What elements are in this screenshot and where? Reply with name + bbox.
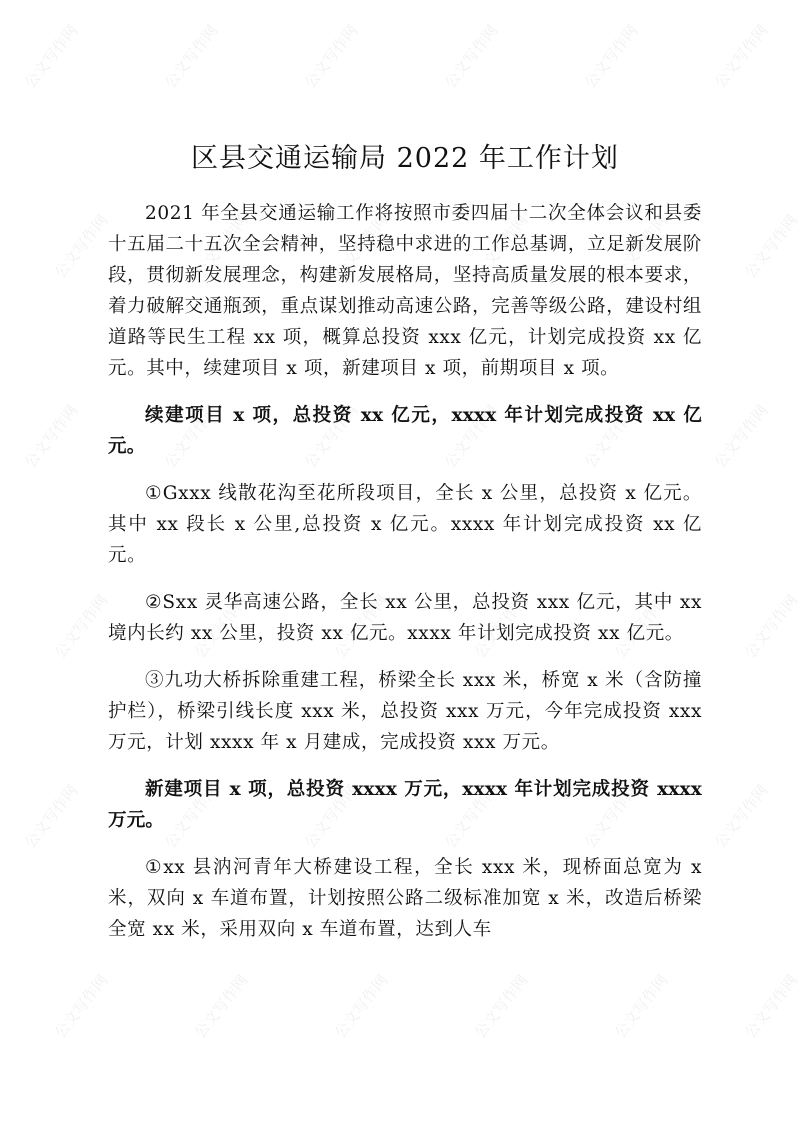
- page-title: 区县交通运输局 2022 年工作计划: [191, 143, 619, 174]
- watermark-text: 公文写作网: [20, 401, 82, 472]
- section1-item-2: ②Sxx 灵华高速公路，全长 xx 公里，总投资 xxx 亿元，其中 xx 境内长约 xx 公里，投资 xx 亿元。xxxx 年计划完成投资 xx 亿元。: [108, 592, 702, 644]
- section1-heading: 续建项目 x 项，总投资 xx 亿元，xxxx 年计划完成投资 xx 亿元。: [108, 405, 702, 457]
- section1-item-3: ③九功大桥拆除重建工程，桥梁全长 xxx 米，桥宽 x 米（含防撞护栏），桥梁引线长度 xxx 米，总投资 xxx 万元，今年完成投资 xxx 万元，计划 xxxx 年 x 月建成，完成投资 xxx 万元。: [108, 670, 702, 753]
- watermark-text: 公文写作网: [610, 971, 672, 1042]
- watermark-text: 公文写作网: [50, 591, 112, 662]
- watermark-text: 公文写作网: [610, 591, 672, 662]
- watermark-text: 公文写作网: [710, 21, 772, 92]
- watermark-text: 公文写作网: [50, 971, 112, 1042]
- watermark-text: 公文写作网: [190, 971, 252, 1042]
- watermark-text: 公文写作网: [50, 211, 112, 282]
- watermark-text: 公文写作网: [160, 781, 222, 852]
- watermark-text: 公文写作网: [580, 781, 642, 852]
- watermark-text: 公文写作网: [440, 21, 502, 92]
- watermark-text: 公文写作网: [740, 211, 802, 282]
- watermark-text: 公文写作网: [190, 591, 252, 662]
- watermark-text: 公文写作网: [740, 591, 802, 662]
- section1-item-1: ①Gxxx 线散花沟至花所段项目，全长 x 公里，总投资 x 亿元。其中 xx 段长 x 公里,总投资 x 亿元。xxxx 年计划完成投资 xx 亿元。: [108, 483, 702, 566]
- watermark-text: 公文写作网: [580, 21, 642, 92]
- watermark-text: 公文写作网: [740, 971, 802, 1042]
- intro-paragraph: 2021 年全县交通运输工作将按照市委四届十二次全体会议和县委十五届二十五次全会精神，坚持稳中求进的工作总基调，立足新发展阶段，贯彻新发展理念，构建新发展格局，坚持高质量发展的根本要求，着力破解交通瓶颈，重点谋划推动高速公路，完善等级公路，建设村组道路等民生工程 xx 项，概算总投资 xxx 亿元，计划完成投资 xx 亿元。其中，续建项目 x 项，新建项目 x 项，前期项目 x 项。: [108, 203, 702, 379]
- watermark-text: 公文写作网: [440, 401, 502, 472]
- watermark-text: 公文写作网: [470, 211, 532, 282]
- watermark-text: 公文写作网: [190, 211, 252, 282]
- watermark-text: 公文写作网: [20, 21, 82, 92]
- document-body: [108, 138, 702, 945]
- section2-item-1: ①xx 县汭河青年大桥建设工程，全长 xxx 米，现桥面总宽为 x 米，双向 x 车道布置，计划按照公路二级标准加宽 x 米，改造后桥梁全宽 xx 米，采用双向 x 车道布置，达到人车: [108, 857, 702, 940]
- watermark-text: 公文写作网: [470, 971, 532, 1042]
- watermark-text: 公文写作网: [20, 781, 82, 852]
- watermark-text: 公文写作网: [710, 781, 772, 852]
- watermark-text: 公文写作网: [300, 781, 362, 852]
- watermark-text: 公文写作网: [580, 401, 642, 472]
- watermark-text: 公文写作网: [300, 21, 362, 92]
- watermark-text: 公文写作网: [440, 781, 502, 852]
- watermark-text: 公文写作网: [330, 211, 392, 282]
- watermark-text: 公文写作网: [330, 591, 392, 662]
- watermark-text: 公文写作网: [160, 21, 222, 92]
- watermark-text: 公文写作网: [330, 971, 392, 1042]
- watermark-text: 公文写作网: [300, 401, 362, 472]
- watermark-text: 公文写作网: [160, 401, 222, 472]
- section2-heading: 新建项目 x 项，总投资 xxxx 万元，xxxx 年计划完成投资 xxxx 万元。: [108, 779, 702, 831]
- watermark-text: 公文写作网: [470, 591, 532, 662]
- watermark-text: 公文写作网: [710, 401, 772, 472]
- watermark-text: 公文写作网: [610, 211, 672, 282]
